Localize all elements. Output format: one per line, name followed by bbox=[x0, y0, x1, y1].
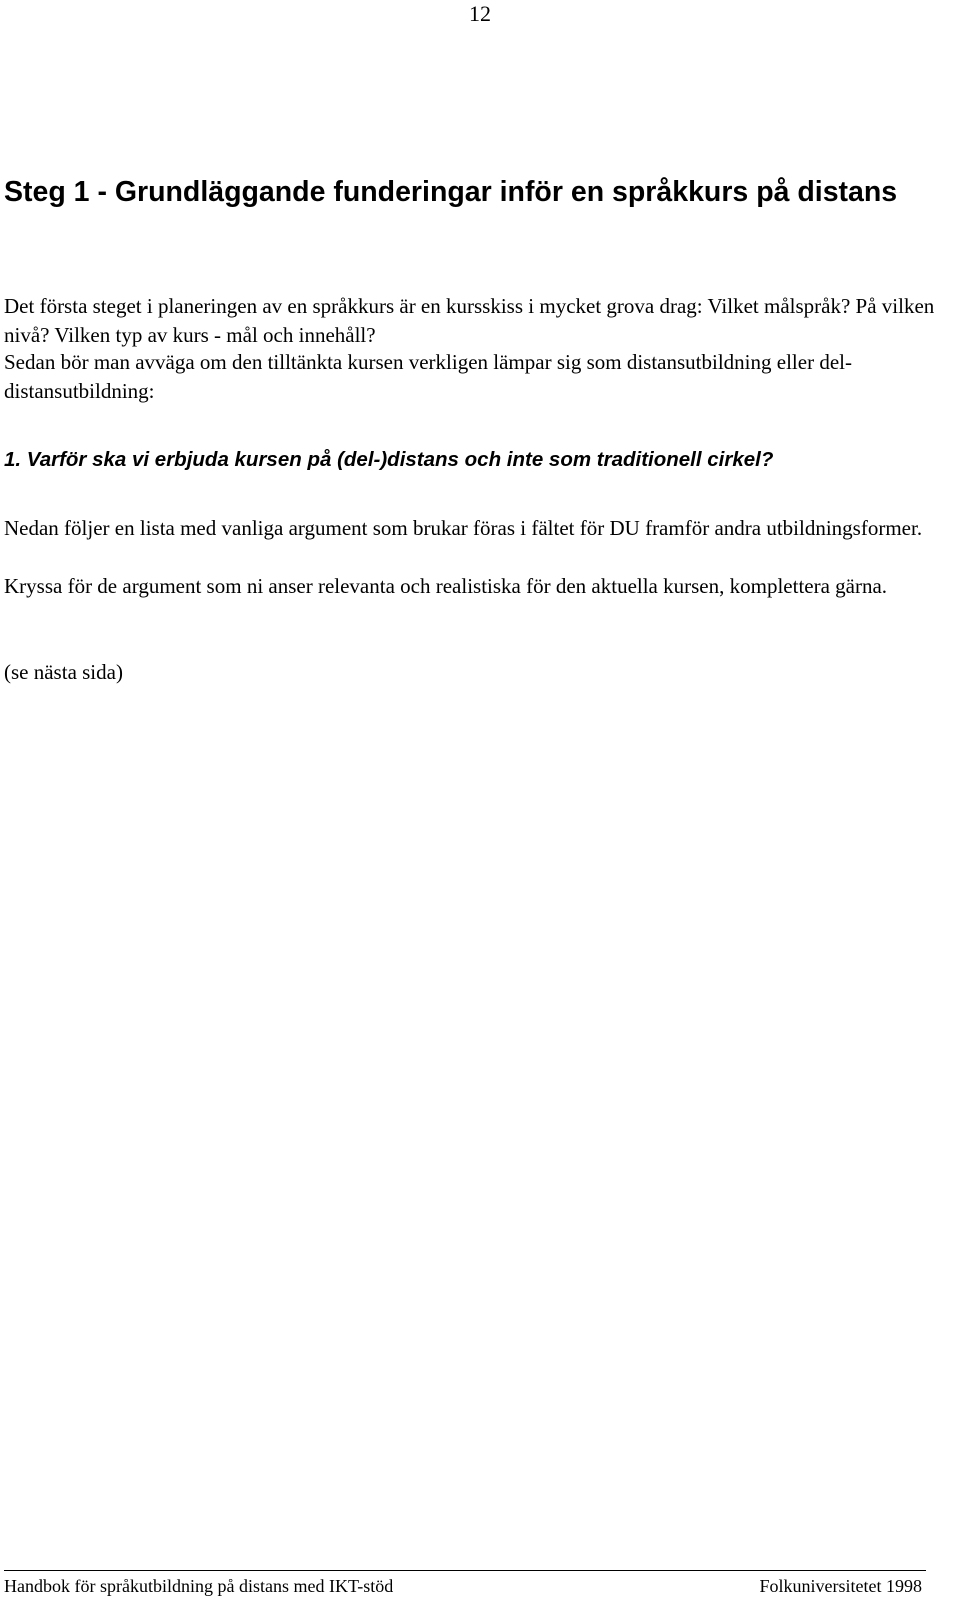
intro-paragraph: Det första steget i planeringen av en språkkurs är en kursskiss i mycket grova drag: Vilket målspråk? På vilken nivå? Vilken typ av kurs - mål och innehåll? bbox=[4, 294, 935, 347]
page-number: 12 bbox=[469, 1, 491, 26]
assessment-paragraph: Sedan bör man avväga om den tilltänkta kursen verkligen lämpar sig som distansutbildning eller del-distansutbildning: bbox=[4, 350, 852, 403]
section-heading: Steg 1 - Grundläggande funderingar inför en språkkurs på distans bbox=[4, 176, 898, 208]
arguments-intro-paragraph: Nedan följer en lista med vanliga argument som brukar föras i fältet för DU framför andra utbildningsformer. bbox=[4, 516, 923, 540]
instruction-paragraph: Kryssa för de argument som ni anser relevanta och realistiska för den aktuella kursen, komplettera gärna. bbox=[4, 574, 888, 598]
footer-publisher: Folkuniversitetet 1998 bbox=[759, 1576, 922, 1596]
footer-title: Handbok för språkutbildning på distans med IKT-stöd bbox=[4, 1576, 394, 1596]
footer-divider bbox=[4, 1570, 926, 1571]
continued-note: (se nästa sida) bbox=[4, 660, 123, 684]
page-footer bbox=[4, 1574, 922, 1598]
question-heading: 1. Varför ska vi erbjuda kursen på (del-)distans och inte som traditionell cirkel? bbox=[4, 448, 774, 471]
